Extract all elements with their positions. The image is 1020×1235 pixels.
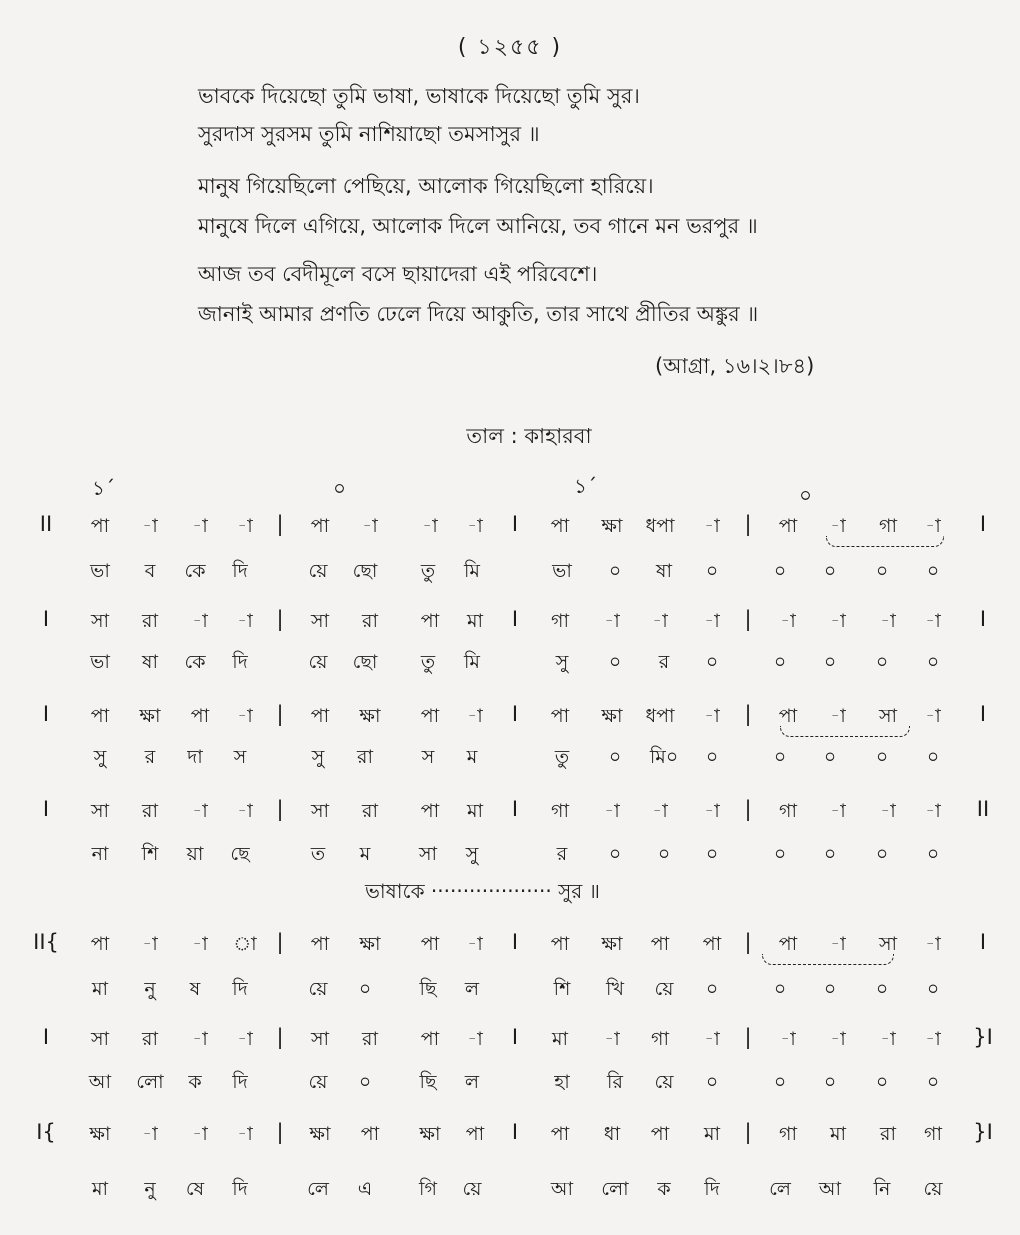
lyric-syllable: ছো <box>352 651 378 673</box>
sargam-note: রা <box>362 610 378 632</box>
lyric-line: ভাবকে দিয়েছো তুমি ভাষা, ভাষাকে দিয়েছো তুমি সুর। <box>198 84 640 108</box>
lyric-syllable: দি <box>232 1178 248 1200</box>
sargam-note: -া <box>830 705 846 727</box>
lyric-syllable: মা <box>91 1178 109 1200</box>
lyric-syllable: সা <box>418 843 438 865</box>
lyric-syllable: য়ে <box>654 1071 674 1093</box>
lyric-syllable: দি <box>232 651 248 673</box>
sargam-note: -া <box>467 933 483 955</box>
lyric-syllable: ষা <box>656 560 672 582</box>
beat-mark: ০ <box>333 476 347 500</box>
sargam-note: গা <box>551 610 569 632</box>
lyric-syllable: ০ <box>926 978 940 1000</box>
bar-line: | <box>276 797 284 821</box>
sargam-note: -া <box>830 933 846 955</box>
lyric-syllable: না <box>91 843 109 865</box>
sargam-note: -া <box>237 610 253 632</box>
bar-line: I <box>511 1120 519 1144</box>
lyric-syllable: ০ <box>823 843 837 865</box>
lyric-syllable: ০ <box>773 560 787 582</box>
bar-line: I <box>511 702 519 726</box>
lyric-syllable: ০ <box>358 1071 372 1093</box>
lyric-syllable: ০ <box>657 843 671 865</box>
system-start-bar: II <box>39 512 53 536</box>
sargam-note: -া <box>704 1028 720 1050</box>
beat-mark: ১´ <box>574 474 597 498</box>
bar-line: | <box>744 702 752 726</box>
lyric-syllable: মা <box>91 978 109 1000</box>
lyric-syllable: ষ <box>189 978 201 1000</box>
sargam-note: -া <box>652 610 668 632</box>
sargam-note: ধপা <box>645 515 675 537</box>
sargam-note: -া <box>880 610 896 632</box>
sargam-note: পা <box>310 933 330 955</box>
bar-line: I <box>511 930 519 954</box>
sargam-note: পা <box>702 933 722 955</box>
lyric-line: জানাই আমার প্রণতি ঢেলে দিয়ে আকুতি, তার সাথে প্রীতির অঙ্কুর ॥ <box>198 302 759 326</box>
sargam-note: -া <box>237 515 253 537</box>
bar-line: I <box>511 607 519 631</box>
lyric-syllable: তু <box>420 651 436 673</box>
sargam-note: রা <box>142 1028 158 1050</box>
sargam-note: -া <box>604 800 620 822</box>
lyric-syllable: ভা <box>90 560 110 582</box>
lyric-syllable: য়ে <box>654 978 674 1000</box>
system-start-bar: I{ <box>36 1120 56 1144</box>
sargam-note: ক্ষা <box>601 515 623 537</box>
sargam-note: -া <box>467 515 483 537</box>
lyric-line: মানুষ গিয়েছিলো পেছিয়ে, আলোক গিয়েছিলো হারিয়ে। <box>198 174 654 198</box>
lyric-syllable: ০ <box>705 651 719 673</box>
sargam-note: ক্ষা <box>419 1123 441 1145</box>
system-start-bar: I <box>42 1025 50 1049</box>
sargam-note: মা <box>551 1028 569 1050</box>
lyric-syllable: ০ <box>926 560 940 582</box>
bar-line: | <box>276 702 284 726</box>
lyric-syllable: ০ <box>823 560 837 582</box>
sargam-note: ক্ষা <box>601 933 623 955</box>
lyric-syllable: সু <box>555 651 569 673</box>
lyric-syllable: ম <box>466 746 478 768</box>
lyric-syllable: লো <box>601 1178 629 1200</box>
sargam-note: গা <box>779 1123 797 1145</box>
sargam-note: -া <box>830 515 846 537</box>
sargam-note: রা <box>880 1123 896 1145</box>
sargam-note: -া <box>880 1028 896 1050</box>
lyric-syllable: ০ <box>608 746 622 768</box>
lyric-syllable: দি <box>232 978 248 1000</box>
lyric-syllable: য়া <box>186 843 204 865</box>
sargam-note: গা <box>779 800 797 822</box>
system-end-bar: I <box>979 607 987 631</box>
sargam-note: গা <box>924 1123 942 1145</box>
lyric-syllable: ০ <box>773 746 787 768</box>
lyric-syllable: ০ <box>875 746 889 768</box>
sargam-note: পা <box>550 515 570 537</box>
sargam-note: -া <box>192 515 208 537</box>
sargam-note: রা <box>362 800 378 822</box>
lyric-syllable: য়ে <box>308 978 328 1000</box>
sargam-note: সা <box>90 610 110 632</box>
system-end-bar: II <box>976 797 990 821</box>
sargam-note: -া <box>704 610 720 632</box>
sargam-note: -া <box>925 800 941 822</box>
sargam-note: পা <box>550 933 570 955</box>
bar-line: | <box>744 797 752 821</box>
lyric-line: সুরদাস সুরসম তুমি নাশিয়াছো তমসাসুর ॥ <box>198 122 540 146</box>
lyric-syllable: ০ <box>875 843 889 865</box>
lyric-syllable: এ <box>357 1178 373 1200</box>
lyric-syllable: শি <box>553 978 571 1000</box>
sargam-note: -া <box>237 705 253 727</box>
sargam-note: গা <box>651 1028 669 1050</box>
lyric-syllable: ০ <box>823 746 837 768</box>
lyric-syllable: ষে <box>185 1178 205 1200</box>
sargam-note: -া <box>467 1028 483 1050</box>
sargam-note: সা <box>310 610 330 632</box>
sargam-note: সা <box>878 705 898 727</box>
lyric-syllable: কে <box>184 651 206 673</box>
lyric-syllable: ০ <box>773 1071 787 1093</box>
sargam-note: পা <box>650 933 670 955</box>
sargam-note: পা <box>420 933 440 955</box>
sargam-note: মা <box>466 610 484 632</box>
sargam-note: ধা <box>603 1123 621 1145</box>
sargam-note: -া <box>925 933 941 955</box>
lyric-syllable: ০ <box>608 843 622 865</box>
lyric-syllable: ০ <box>608 560 622 582</box>
sargam-note: ক্ষা <box>89 1123 111 1145</box>
sargam-note: পা <box>420 800 440 822</box>
lyric-syllable: স <box>233 746 247 768</box>
system-start-bar: II{ <box>33 930 59 954</box>
lyric-syllable: ০ <box>823 651 837 673</box>
sargam-note: সা <box>310 1028 330 1050</box>
sargam-note: রা <box>362 1028 378 1050</box>
lyric-syllable: ক <box>657 1178 671 1200</box>
lyric-syllable: র <box>658 651 670 673</box>
song-number: ( ১২৫৫ ) <box>457 35 563 60</box>
lyric-syllable: তু <box>554 746 570 768</box>
lyric-syllable: য়ে <box>308 560 328 582</box>
sargam-note: -া <box>192 1123 208 1145</box>
bar-line: | <box>276 512 284 536</box>
system-start-bar: I <box>42 702 50 726</box>
sargam-note: া <box>233 933 257 955</box>
lyric-syllable: ০ <box>926 746 940 768</box>
bar-line: | <box>744 1025 752 1049</box>
bar-line: | <box>276 930 284 954</box>
sargam-note: ক্ষা <box>359 705 381 727</box>
sargam-note: মা <box>829 1123 847 1145</box>
lyric-syllable: র <box>144 746 156 768</box>
lyric-syllable: ০ <box>358 978 372 1000</box>
lyric-syllable: দা <box>187 746 203 768</box>
system-end-bar: }I <box>973 1025 993 1049</box>
sargam-note: পা <box>550 705 570 727</box>
sargam-note: পা <box>310 515 330 537</box>
sargam-note: -া <box>704 705 720 727</box>
sargam-note: পা <box>550 1123 570 1145</box>
sargam-note: -া <box>192 933 208 955</box>
sargam-note: -া <box>604 1028 620 1050</box>
sargam-note: -া <box>780 1028 796 1050</box>
sargam-note: -া <box>192 800 208 822</box>
sargam-note: -া <box>830 800 846 822</box>
lyric-syllable: ০ <box>926 843 940 865</box>
lyric-syllable: সু <box>465 843 479 865</box>
lyric-syllable: নু <box>144 978 156 1000</box>
lyric-syllable: ল <box>464 978 480 1000</box>
sargam-note: পা <box>190 705 210 727</box>
sargam-note: -া <box>925 610 941 632</box>
bar-line: | <box>276 607 284 631</box>
lyric-syllable: আ <box>818 1178 842 1200</box>
lyric-syllable: য়ে <box>308 651 328 673</box>
sargam-note: সা <box>90 800 110 822</box>
composition-source: (আগ্রা, ১৬।২।৮৪) <box>655 354 815 378</box>
sargam-note: মা <box>703 1123 721 1145</box>
lyric-syllable: সু <box>311 746 325 768</box>
tala-heading: তাল : কাহারবা <box>466 424 592 448</box>
lyric-syllable: গি <box>419 1178 437 1200</box>
sargam-note: রা <box>142 610 158 632</box>
sargam-note: -া <box>704 515 720 537</box>
bar-line: | <box>276 1025 284 1049</box>
sargam-note: -া <box>652 800 668 822</box>
lyric-syllable: ভা <box>552 560 572 582</box>
sargam-note: পা <box>420 1028 440 1050</box>
lyric-syllable: ছি <box>419 1071 437 1093</box>
slur-mark <box>762 954 894 965</box>
sargam-note: -া <box>925 1028 941 1050</box>
lyric-syllable: ০ <box>875 1071 889 1093</box>
sargam-note: -া <box>142 515 158 537</box>
sargam-note: -া <box>467 705 483 727</box>
lyric-syllable: সু <box>93 746 107 768</box>
lyric-syllable: ০ <box>823 1071 837 1093</box>
sargam-note: -া <box>422 515 438 537</box>
lyric-syllable: দি <box>232 560 248 582</box>
lyric-syllable: স <box>421 746 435 768</box>
sargam-note: -া <box>830 610 846 632</box>
lyric-syllable: মি০ <box>649 746 679 768</box>
lyric-syllable: ০ <box>875 651 889 673</box>
sargam-note: ক্ষা <box>309 1123 331 1145</box>
sargam-note: পা <box>650 1123 670 1145</box>
lyric-syllable: নি <box>873 1178 891 1200</box>
sargam-note: -া <box>704 800 720 822</box>
lyric-syllable: ছে <box>230 843 250 865</box>
lyric-syllable: ০ <box>705 843 719 865</box>
lyric-syllable: ০ <box>926 1071 940 1093</box>
sargam-note: পা <box>90 933 110 955</box>
beat-mark: ১´ <box>92 476 115 500</box>
sargam-note: -া <box>237 800 253 822</box>
sargam-note: রা <box>142 800 158 822</box>
slur-mark <box>826 536 944 547</box>
lyric-syllable: ব <box>144 560 156 582</box>
lyric-syllable: ০ <box>773 843 787 865</box>
system-start-bar: I <box>42 797 50 821</box>
bar-line: | <box>276 1120 284 1144</box>
lyric-line: আজ তব বেদীমূলে বসে ছায়াদেরা এই পরিবেশে। <box>198 262 598 286</box>
system-end-bar: I <box>979 702 987 726</box>
lyric-syllable: লে <box>769 1178 791 1200</box>
lyric-syllable: তু <box>420 560 436 582</box>
sargam-note: পা <box>310 705 330 727</box>
lyric-syllable: শি <box>141 843 159 865</box>
lyric-syllable: ০ <box>875 978 889 1000</box>
lyric-syllable: ল <box>464 1071 480 1093</box>
sargam-note: -া <box>830 1028 846 1050</box>
lyric-syllable: ০ <box>705 1071 719 1093</box>
sargam-note: -া <box>925 515 941 537</box>
lyric-syllable: র <box>556 843 568 865</box>
sargam-note: মা <box>466 800 484 822</box>
sargam-note: -া <box>925 705 941 727</box>
sargam-note: -া <box>237 1123 253 1145</box>
sargam-note: -া <box>362 515 378 537</box>
lyric-syllable: ০ <box>875 560 889 582</box>
sargam-note: ক্ষা <box>601 705 623 727</box>
bar-line: I <box>511 1025 519 1049</box>
sargam-note: পা <box>465 1123 485 1145</box>
lyric-syllable: ০ <box>705 978 719 1000</box>
sargam-note: পা <box>90 515 110 537</box>
lyric-syllable: ত <box>310 843 326 865</box>
sargam-note: পা <box>778 705 798 727</box>
lyric-syllable: খি <box>606 978 624 1000</box>
sargam-note: পা <box>90 705 110 727</box>
lyric-syllable: হা <box>554 1071 570 1093</box>
sargam-note: পা <box>360 1123 380 1145</box>
bar-line: | <box>744 930 752 954</box>
sargam-note: ক্ষা <box>139 705 161 727</box>
sargam-note: পা <box>778 933 798 955</box>
sargam-note: -া <box>780 610 796 632</box>
lyric-syllable: নু <box>144 1178 156 1200</box>
slur-mark <box>780 726 910 737</box>
sargam-note: -া <box>880 800 896 822</box>
system-end-bar: I <box>979 512 987 536</box>
sargam-note: ক্ষা <box>359 933 381 955</box>
sargam-note: পা <box>420 705 440 727</box>
system-end-bar: }I <box>973 1120 993 1144</box>
refrain-line: ভাষাকে ··················· সুর ॥ <box>365 879 600 903</box>
beat-mark: ০ <box>799 483 813 507</box>
lyric-syllable: ০ <box>926 651 940 673</box>
lyric-syllable: আ <box>88 1071 112 1093</box>
lyric-syllable: ম <box>359 843 371 865</box>
lyric-syllable: রি <box>607 1071 623 1093</box>
lyric-syllable: ছো <box>352 560 378 582</box>
sargam-note: ধপা <box>645 705 675 727</box>
sargam-note: -া <box>192 610 208 632</box>
lyric-syllable: ০ <box>773 651 787 673</box>
bar-line: | <box>744 607 752 631</box>
lyric-syllable: ক <box>188 1071 202 1093</box>
sargam-note: -া <box>142 1123 158 1145</box>
lyric-syllable: দি <box>704 1178 720 1200</box>
lyric-syllable: আ <box>550 1178 574 1200</box>
lyric-syllable: ০ <box>823 978 837 1000</box>
sargam-note: সা <box>310 800 330 822</box>
lyric-syllable: ০ <box>705 746 719 768</box>
lyric-line: মানুষে দিলে এগিয়ে, আলোক দিলে আনিয়ে, তব গানে মন ভরপুর ॥ <box>198 214 758 238</box>
sargam-note: সা <box>90 1028 110 1050</box>
lyric-syllable: লো <box>136 1071 164 1093</box>
lyric-syllable: মি <box>464 560 480 582</box>
bar-line: I <box>511 512 519 536</box>
bar-line: I <box>511 797 519 821</box>
sargam-note: পা <box>778 515 798 537</box>
lyric-syllable: য়ে <box>462 1178 482 1200</box>
lyric-syllable: মি <box>464 651 480 673</box>
lyric-syllable: ০ <box>608 651 622 673</box>
lyric-syllable: ০ <box>705 560 719 582</box>
lyric-syllable: রা <box>357 746 373 768</box>
system-end-bar: I <box>979 930 987 954</box>
sargam-note: -া <box>237 1028 253 1050</box>
lyric-syllable: ভা <box>90 651 110 673</box>
bar-line: | <box>744 512 752 536</box>
lyric-syllable: কে <box>184 560 206 582</box>
sargam-note: -া <box>192 1028 208 1050</box>
lyric-syllable: ০ <box>773 978 787 1000</box>
sargam-note: সা <box>878 933 898 955</box>
lyric-syllable: ষা <box>142 651 158 673</box>
bar-line: | <box>744 1120 752 1144</box>
lyric-syllable: য়ে <box>308 1071 328 1093</box>
lyric-syllable: দি <box>232 1071 248 1093</box>
sargam-note: -া <box>142 933 158 955</box>
lyric-syllable: লে <box>307 1178 329 1200</box>
lyric-syllable: য়ে <box>923 1178 943 1200</box>
sargam-note: পা <box>420 610 440 632</box>
sargam-note: গা <box>879 515 897 537</box>
lyric-syllable: ছি <box>419 978 437 1000</box>
sargam-note: -া <box>604 610 620 632</box>
sargam-note: গা <box>551 800 569 822</box>
system-start-bar: I <box>42 607 50 631</box>
